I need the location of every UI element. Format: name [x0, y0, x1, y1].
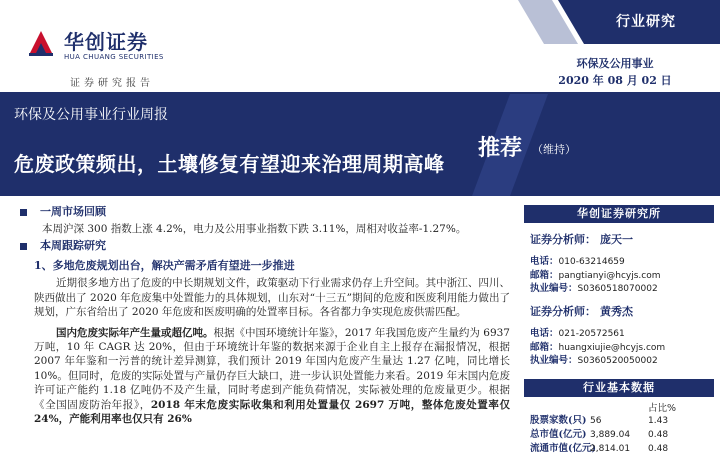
analyst-card [530, 231, 716, 296]
report-type: 环保及公用事业行业周报 [14, 107, 168, 123]
analyst-email[interactable]: 邮箱：huangxiujie@hcyjs.com [530, 341, 666, 353]
pct-column-header: 占比% [648, 403, 677, 414]
analyst-name-row: 证券分析师： 庞天一 [530, 233, 633, 246]
section-title: 本周跟踪研究 [40, 239, 106, 253]
industry-data-header: 行业基本数据 [524, 379, 714, 397]
rating-sub: （维持） [532, 143, 576, 156]
research-institute-header: 华创证券研究所 [524, 205, 714, 223]
report-body [14, 204, 510, 426]
analyst-name-row: 证券分析师： 黄秀杰 [530, 305, 633, 318]
analyst-cert: 执业编号：S0360520050002 [530, 355, 658, 367]
table-row: 总市值(亿元) 3,889.04 0.48 [530, 429, 669, 440]
analyst-email[interactable]: 邮箱：pangtianyi@hcyjs.com [530, 269, 661, 281]
report-category: 证券研究报告 [70, 78, 154, 89]
paragraph-2-conclusion: 2018 年末危废实际收集和利用处置量仅 2697 万吨，整体危废处置率仅 24%，产能利用率也仅只有 26% [34, 398, 511, 426]
logo-text-en: HUA CHUANG SECURITIES [64, 53, 164, 61]
table-row: 股票家数(只) 56 1.43 [530, 415, 669, 426]
paragraph-2-lead: 国内危废实际年产生量或超亿吨。 [56, 326, 214, 339]
company-logo [20, 22, 180, 89]
table-header-row [530, 400, 716, 414]
report-date: 2020 年 08 月 02 日 [558, 74, 672, 87]
square-bullet-icon [20, 209, 27, 216]
rating: 推荐 [478, 136, 523, 161]
analyst-name: 黄秀杰 [600, 305, 633, 318]
market-review-text: 本周沪深 300 指数上涨 4.2%，电力及公用事业指数下跌 3.11%，周相对收益率-1.27%。 [42, 223, 467, 235]
paragraph-1: 近期很多地方出了危废的中长期规划文件，政策驱动下行业需求仍存上升空间。其中浙江、四川、陕西做出了 2020 年危废集中处置能力的具体规划，山东对“十三五”期间的危废和医废利用能力做出了规划，广东省给出了 2020 年危废和医废明确的处置率目标。各省都力争实现危废供需匹配。 [34, 277, 510, 319]
analyst-cert: 执业编号：S0360518070002 [530, 283, 658, 295]
industry-data-table [530, 400, 716, 456]
industry-label: 环保及公用事业 [576, 57, 654, 70]
logo-text-cn: 华创证券 [64, 30, 148, 54]
analyst-phone: 电话：010-63214659 [530, 256, 625, 267]
paragraph-2-text: 根据《中国环境统计年鉴》，2017 年我国危废产生量约为 6937 万吨，10 年 CAGR 达 20%，但由于环境统计年鉴的数据来源于企业自主上报存在漏报情况，根据 2007 年年鉴和一污普的统计差异测算，我们预计 2019 年国内危废产生量达 1.27 亿吨，同比增长 10%。但同时，危废的实际处置与产量仍存巨大缺口，进一步认识处置能力来看。2019 年末国内危废许可证产能约 1.18 亿吨仍不及产生量，同时考虑到产能负荷情况，实际被处理的危废量更少。根据《全国固废防治年报》， [34, 326, 510, 411]
analyst-card [530, 303, 716, 368]
analyst-phone: 电话：021-20572561 [530, 328, 625, 339]
subsection-title: 1、多地危废规划出台，解决产需矛盾有望进一步推进 [34, 259, 295, 273]
section-market-review [14, 204, 510, 220]
report-title: 危废政策频出，土壤修复有望迎来治理周期高峰 [14, 152, 445, 176]
research-type-label: 行业研究 [616, 14, 676, 30]
analyst-name: 庞天一 [600, 233, 633, 246]
square-bullet-icon [20, 243, 27, 250]
section-title: 一周市场回顾 [40, 205, 106, 218]
paragraph-2 [14, 326, 510, 427]
table-row: 流通市值(亿元) 2,814.01 0.48 [530, 443, 669, 454]
logo-mark-icon [26, 28, 56, 58]
section-tracking [14, 238, 510, 254]
